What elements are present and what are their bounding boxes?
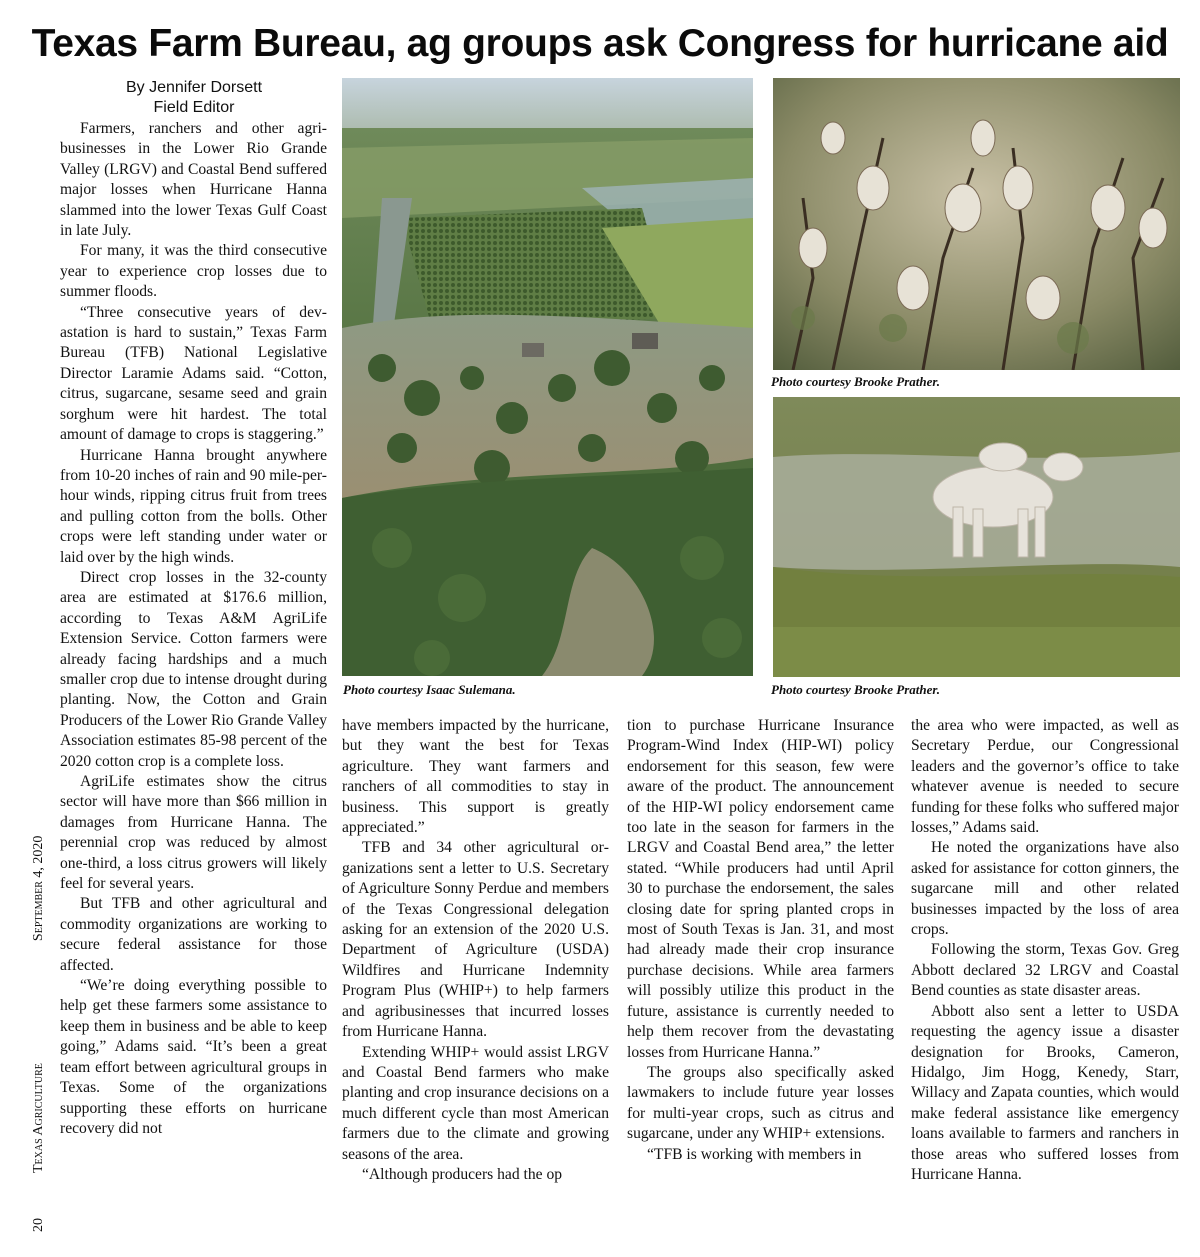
article-column-1 [60, 119, 327, 1139]
flood-photo-caption: Photo courtesy Isaac Sulemana. [343, 682, 516, 697]
cattle-in-water-image [773, 397, 1180, 677]
paragraph: the area who were impacted, as well as Secretary Perdue, our Congressional leaders and the governor’s office to take whatever avenue is needed to secure funding for these folks who suffered major losses,” Adams said. [911, 717, 1179, 837]
cotton-photo-caption: Photo courtesy Brooke Prather. [771, 374, 941, 389]
damaged-cotton-photo [773, 78, 1180, 370]
publication-name: Texas Agriculture [31, 1063, 46, 1173]
paragraph: “TFB is working with members in [647, 1145, 862, 1163]
paragraph: tion to purchase Hurricane Insurance Program-Wind Index (HIP-WI) policy endorsement for this season, few were aware of the product. The announcement of the HIP-WI policy endorsement came too late in the season for farmers in the LRGV and Coastal Bend area,” the letter stated. “While producers had until April 30 to purchase the endorsement, the sales closing date for spring planted crops in most of South Texas is Jan. 31, and most had already made their crop insurance purchase decisions. While area farmers will possibly utilize this product in the future, assistance is currently needed to help them recover from the devastating losses from Hurricane Hanna.” [627, 717, 894, 1061]
issue-date: September 4, 2020 [31, 835, 46, 942]
paragraph: Following the storm, Texas Gov. Greg Abbott declared 32 LRGV and Coastal Bend counties as state disaster areas. [911, 941, 1179, 1000]
byline-title: Field Editor [153, 99, 235, 116]
paragraph: Extending WHIP+ would assist LRGV and Coastal Bend farmers who make planting and crop insurance decisions on a much different cycle than most American farmers due to the climate and growing seasons of the area. [342, 1043, 609, 1163]
damaged-cotton-image [773, 78, 1180, 370]
paragraph: He noted the organizations have also asked for assistance for cotton ginners, the sugarcane mill and other related businesses impacted by the loss of area crops. [911, 839, 1179, 939]
article-column-4 [911, 716, 1179, 1185]
paragraph: For many, it was the third consecutive year to experience crop losses due to summer floods. [60, 242, 327, 301]
paragraph: Direct crop losses in the 32-county area are estimated at $176.6 million, according to Texas A&M AgriLife Extension Service. Cotton farmers were already facing hardships and a much smaller crop due to intense drought during planting. Now, the Cotton and Grain Producers of the Lower Rio Grande Valley Association estimates 85-98 percent of the 2020 cotton crop is a complete loss. [60, 568, 327, 770]
cattle-in-water-photo [773, 397, 1180, 677]
cattle-photo-caption: Photo courtesy Brooke Prather. [771, 682, 941, 697]
flood-aerial-photo [342, 78, 753, 676]
byline-author: By Jennifer Dorsett [125, 79, 263, 96]
paragraph: TFB and 34 other agricultural organizations sent a letter to U.S. Secretary of Agriculture Sonny Perdue and members of the Texas Congressional delegation asking for an extension of the 2020 U.S. Department of Agriculture (USDA) Wildfires and Hurricane Indemnity Program Plus (WHIP+) to help farmers and agribusinesses that incurred losses from Hurricane Hanna. [342, 839, 609, 1041]
paragraph: Farmers, ranchers and other agribusinesses in the Lower Rio Grande Valley (LRGV) and Coastal Bend suffered major losses when Hurricane Hanna slammed into the lower Texas Gulf Coast in late July. [60, 120, 327, 240]
article-column-3 [627, 716, 894, 1165]
paragraph: Hurricane Hanna brought anywhere from 10-20 inches of rain and 90 mile-per-hour winds, ripping citrus fruit from trees and pulling cotton from the bolls. Other crops were left standing under water or laid over by the high winds. [60, 446, 327, 566]
page-footer-vertical [30, 836, 48, 1232]
flood-aerial-image [342, 78, 753, 676]
byline [62, 78, 326, 118]
paragraph: have members impacted by the hurricane, but they want the best for Texas agriculture. They want farmers and ranchers of all commodities to stay in business. This support is greatly appreciated.” [342, 717, 609, 837]
paragraph: The groups also specifically asked lawmakers to include future year losses for multi-year crops, such as citrus and sugarcane, under any WHIP+ extensions. [627, 1063, 894, 1143]
paragraph: AgriLife estimates show the citrus sector will have more than $66 million in damages from Hurricane Hanna. The perennial crop was reduced by almost one-third, a loss citrus growers will likely feel for several years. [60, 773, 327, 893]
article-column-2 [342, 716, 609, 1185]
paragraph: “Although producers had the op [362, 1165, 563, 1183]
paragraph: “We’re doing everything possible to help get these farmers some assistance to keep them in business and be able to keep going,” Adams said. “It’s been a great team effort between agricultural groups in Texas. Some of the organizations supporting these efforts on hurricane recovery did not [60, 977, 327, 1137]
page-number: 20 [31, 1218, 46, 1232]
headline: Texas Farm Bureau, ag groups ask Congress for hurricane aid [31, 22, 1169, 65]
paragraph: Abbott also sent a letter to USDA requesting the agency issue a disaster designation for Brooks, Cameron, Hidalgo, Jim Hogg, Kenedy, Starr, Willacy and Zapata counties, which would make federal assistance like emergency loans available to farmers and ranchers in those areas who suffered losses from Hurricane Hanna. [911, 1002, 1179, 1183]
paragraph: “Three consecutive years of devastation is hard to sustain,” Texas Farm Bureau (TFB) National Legislative Director Laramie Adams said. “Cotton, citrus, sugarcane, sesame seed and grain sorghum were hit hardest. The total amount of damage to crops is staggering.” [60, 303, 327, 444]
paragraph: But TFB and other agricultural and commodity organizations are working to secure federal assistance for those affected. [60, 895, 327, 974]
